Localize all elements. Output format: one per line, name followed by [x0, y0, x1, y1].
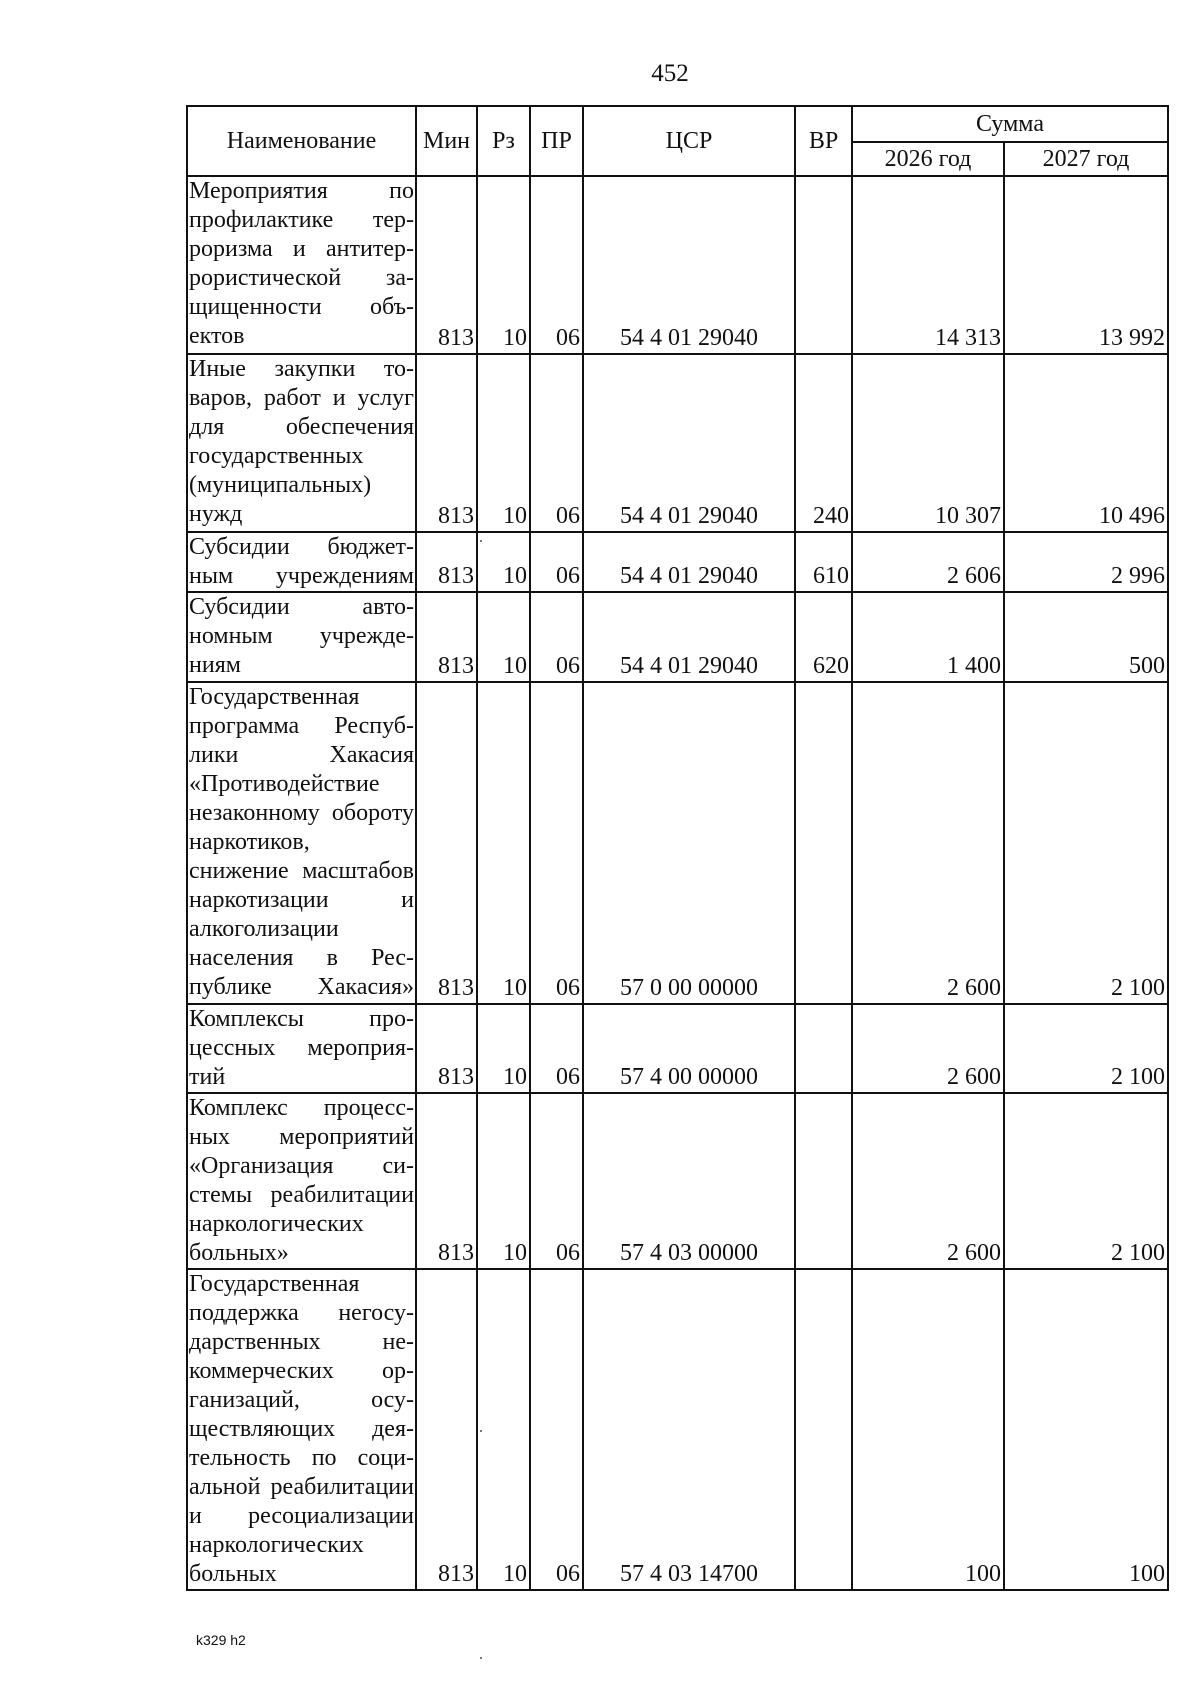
cell-min: 813 [416, 592, 477, 682]
cell-min: 813 [416, 354, 477, 532]
cell-min: 813 [416, 176, 477, 354]
header-2027: 2027 год [1004, 142, 1168, 176]
header-csr: ЦСР [583, 106, 795, 176]
cell-csr: 57 4 00 00000 [583, 1004, 795, 1093]
cell-csr: 54 4 01 29040 [583, 176, 795, 354]
cell-csr: 54 4 01 29040 [583, 532, 795, 592]
row-name: Комплекс процессных мероприятий «Организация системы реабилитации наркологических больных» [187, 1093, 416, 1269]
cell-vr [795, 1269, 852, 1590]
row-name: Иные закупки товаров, работ и услуг для обеспечения государственных (муниципальных) нужд [187, 354, 416, 532]
table-body [187, 176, 1168, 1590]
table-header [187, 106, 1168, 176]
cell-vr [795, 176, 852, 354]
cell-y2027: 10 496 [1004, 354, 1168, 532]
row-name: Государственная поддержка негосударственных некоммерческих организаций, осуществляющих деятельность по социальной реабилитации и ресоциализации наркологических больных [187, 1269, 416, 1590]
cell-pr: 06 [530, 682, 583, 1004]
scan-speck [480, 540, 482, 542]
cell-min: 813 [416, 682, 477, 1004]
header-vr: ВР [795, 106, 852, 176]
cell-y2026: 2 606 [852, 532, 1004, 592]
cell-y2027: 2 100 [1004, 682, 1168, 1004]
cell-rz: 10 [477, 176, 530, 354]
cell-y2026: 1 400 [852, 592, 1004, 682]
cell-vr: 610 [795, 532, 852, 592]
header-pr: ПР [530, 106, 583, 176]
cell-csr: 54 4 01 29040 [583, 592, 795, 682]
scan-speck [480, 1430, 482, 1432]
table-row [187, 532, 1168, 592]
cell-min: 813 [416, 1093, 477, 1269]
cell-rz: 10 [477, 1269, 530, 1590]
cell-pr: 06 [530, 176, 583, 354]
cell-y2027: 500 [1004, 592, 1168, 682]
cell-vr [795, 1004, 852, 1093]
table-row [187, 1269, 1168, 1590]
cell-pr: 06 [530, 1269, 583, 1590]
cell-pr: 06 [530, 1093, 583, 1269]
cell-rz: 10 [477, 532, 530, 592]
cell-vr: 240 [795, 354, 852, 532]
table-row [187, 1004, 1168, 1093]
table-row [187, 592, 1168, 682]
cell-pr: 06 [530, 1004, 583, 1093]
table-row [187, 354, 1168, 532]
table-row [187, 176, 1168, 354]
table-row [187, 682, 1168, 1004]
cell-pr: 06 [530, 532, 583, 592]
row-name: Субсидии автономным учреждениям [187, 592, 416, 682]
cell-min: 813 [416, 1004, 477, 1093]
cell-rz: 10 [477, 1004, 530, 1093]
header-2026: 2026 год [852, 142, 1004, 176]
cell-y2027: 2 100 [1004, 1004, 1168, 1093]
cell-y2026: 2 600 [852, 682, 1004, 1004]
cell-y2027: 2 996 [1004, 532, 1168, 592]
header-rz: Рз [477, 106, 530, 176]
cell-y2027: 2 100 [1004, 1093, 1168, 1269]
cell-rz: 10 [477, 354, 530, 532]
cell-vr [795, 682, 852, 1004]
cell-y2026: 10 307 [852, 354, 1004, 532]
cell-y2026: 14 313 [852, 176, 1004, 354]
cell-y2027: 13 992 [1004, 176, 1168, 354]
scan-speck [480, 1657, 482, 1659]
cell-csr: 57 0 00 00000 [583, 682, 795, 1004]
table-row [187, 1093, 1168, 1269]
row-name: Мероприятия по профилактике терроризма и антитеррористической защищенности объектов [187, 176, 416, 354]
cell-vr: 620 [795, 592, 852, 682]
row-name: Государственная программа Республики Хакасия «Противодействие незаконному обороту наркотиков, снижение масштабов наркотизации и алкоголизации населения в Республике Хакасия» [187, 682, 416, 1004]
cell-pr: 06 [530, 354, 583, 532]
cell-y2027: 100 [1004, 1269, 1168, 1590]
header-sum: Сумма [852, 106, 1168, 142]
cell-rz: 10 [477, 682, 530, 1004]
cell-csr: 57 4 03 00000 [583, 1093, 795, 1269]
header-min: Мин [416, 106, 477, 176]
row-name: Субсидии бюджетным учреждениям [187, 532, 416, 592]
cell-y2026: 2 600 [852, 1004, 1004, 1093]
cell-rz: 10 [477, 1093, 530, 1269]
cell-csr: 54 4 01 29040 [583, 354, 795, 532]
header-name: Наименование [187, 106, 416, 176]
cell-min: 813 [416, 1269, 477, 1590]
cell-y2026: 100 [852, 1269, 1004, 1590]
cell-csr: 57 4 03 14700 [583, 1269, 795, 1590]
cell-min: 813 [416, 532, 477, 592]
cell-rz: 10 [477, 592, 530, 682]
cell-y2026: 2 600 [852, 1093, 1004, 1269]
cell-pr: 06 [530, 592, 583, 682]
page-number: 452 [651, 60, 689, 87]
footer-code: k329 h2 [196, 1632, 246, 1648]
row-name: Комплексы процессных мероприятий [187, 1004, 416, 1093]
cell-vr [795, 1093, 852, 1269]
budget-table [186, 105, 1169, 1591]
